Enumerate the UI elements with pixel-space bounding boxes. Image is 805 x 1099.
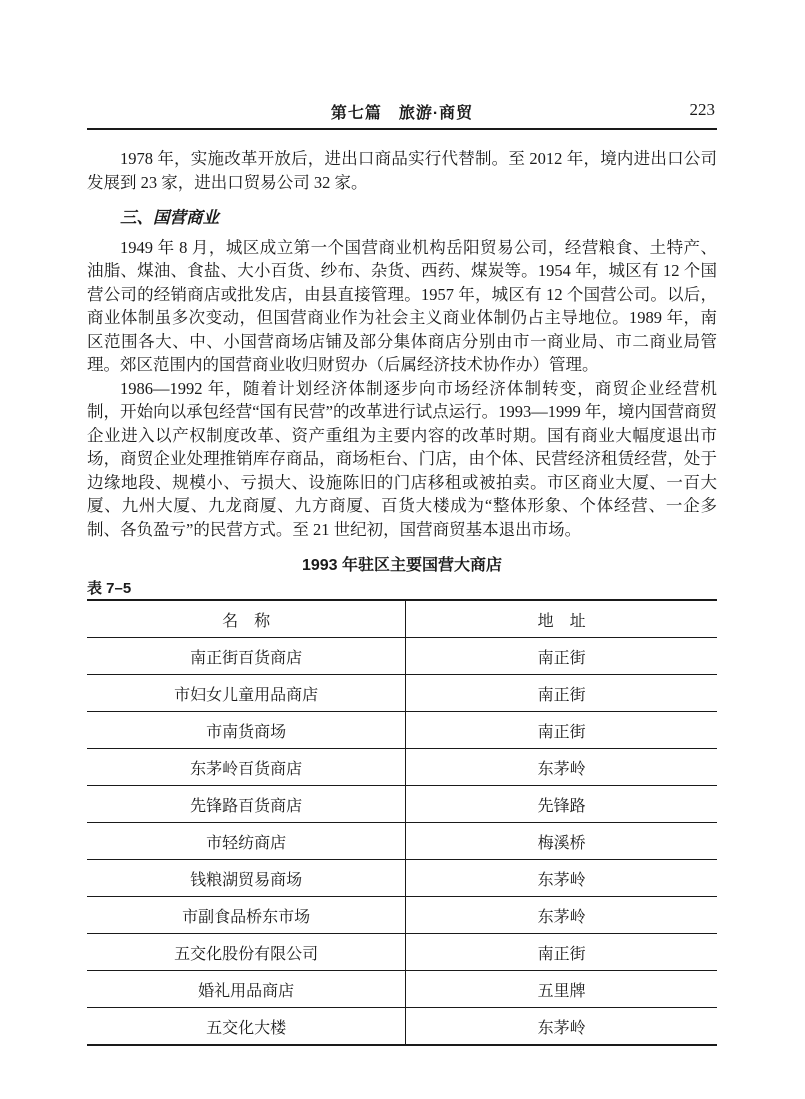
shop-address: 南正街 xyxy=(406,675,717,712)
shop-name: 五交化股份有限公司 xyxy=(87,934,406,971)
shop-name: 市妇女儿童用品商店 xyxy=(87,675,406,712)
shop-name: 市轻纺商店 xyxy=(87,823,406,860)
section-heading: 三、国营商业 xyxy=(120,208,219,227)
table-row xyxy=(87,786,717,823)
page-content xyxy=(87,0,717,1046)
table-row xyxy=(87,749,717,786)
shop-address: 五里牌 xyxy=(406,971,717,1008)
shop-address: 东茅岭 xyxy=(537,1019,586,1037)
shop-name: 市南货商场 xyxy=(87,712,406,749)
column-header-name: 名 称 xyxy=(87,600,406,638)
shop-name: 市副食品桥东市场 xyxy=(87,897,406,934)
shops-table xyxy=(87,599,717,1046)
shop-name: 五交化大楼 xyxy=(87,1008,406,1046)
table-row xyxy=(87,712,717,749)
table-row xyxy=(87,860,717,897)
shop-name: 钱粮湖贸易商场 xyxy=(87,860,406,897)
running-head xyxy=(87,100,717,130)
shop-address: 东茅岭 xyxy=(406,749,717,786)
paragraph-1978: 1978 年，实施改革开放后，进出口商品实行代替制。至 2012 年，境内进出口公司发展到 23 家，进出口贸易公司 32 家。 xyxy=(87,149,717,192)
chapter-title: 第七篇 旅游·商贸 xyxy=(330,105,474,122)
table-label: 表 7–5 xyxy=(87,580,132,597)
shop-name: 东茅岭百货商店 xyxy=(87,749,406,786)
page-number: 223 xyxy=(689,100,715,119)
shop-address: 东茅岭 xyxy=(406,860,717,897)
shop-address: 南正街 xyxy=(406,934,717,971)
shop-address: 先锋路 xyxy=(406,786,717,823)
table-row xyxy=(87,934,717,971)
shop-address: 梅溪桥 xyxy=(406,823,717,860)
column-header-address: 地 址 xyxy=(406,600,717,638)
table-row xyxy=(87,971,717,1008)
shop-address: 东茅岭 xyxy=(406,897,717,934)
table-row xyxy=(87,897,717,934)
shop-name: 南正街百货商店 xyxy=(87,638,406,675)
shop-address: 南正街 xyxy=(406,712,717,749)
table-row xyxy=(87,823,717,860)
shop-name: 婚礼用品商店 xyxy=(87,971,406,1008)
table-row xyxy=(87,1008,717,1046)
paragraph-1949: 1949 年 8 月，城区成立第一个国营商业机构岳阳贸易公司，经营粮食、土特产、油脂、煤油、食盐、大小百货、纱布、杂货、西药、煤炭等。1954 年，城区有 12 个国营公司的经销商店或批发店，由县直接管理。1957 年，城区有 12 个国营公司。以后，商业体制虽多次变动，但国营商业作为社会主义商业体制仍占主导地位。1989 年，南区范围各大、中、小国营商场店铺及部分集体商店分别由市一商业局、市二商业局管理。郊区范围内的国营商业收归财贸办（后属经济技术协作办）管理。 xyxy=(87,237,717,374)
table-header-row xyxy=(87,600,717,638)
table-row xyxy=(87,638,717,675)
table-row xyxy=(87,675,717,712)
shop-address: 南正街 xyxy=(406,638,717,675)
table-title: 1993 年驻区主要国营大商店 xyxy=(301,557,503,574)
paragraph-1986: 1986—1992 年，随着计划经济体制逐步向市场经济体制转变，商贸企业经营机制，开始向以承包经营“国有民营”的改革进行试点运行。1993—1999 年，境内国营商贸企业进入以产权制度改革、资产重组为主要内容的改革时期。国有商业大幅度退出市场，商贸企业处理推销库存商品，商场柜台、门店，由个体、民营经济租赁经营，处于边缘地段、规模小、亏损大、设施陈旧的门店移租或被拍卖。市区商业大厦、一百大厦、九州大厦、九龙商厦、九方商厦、百货大楼成为“整体形象、个体经营、一企多制、各负盈亏”的民营方式。至 21 世纪初，国营商贸基本退出市场。 xyxy=(87,378,717,539)
shop-name: 先锋路百货商店 xyxy=(87,786,406,823)
